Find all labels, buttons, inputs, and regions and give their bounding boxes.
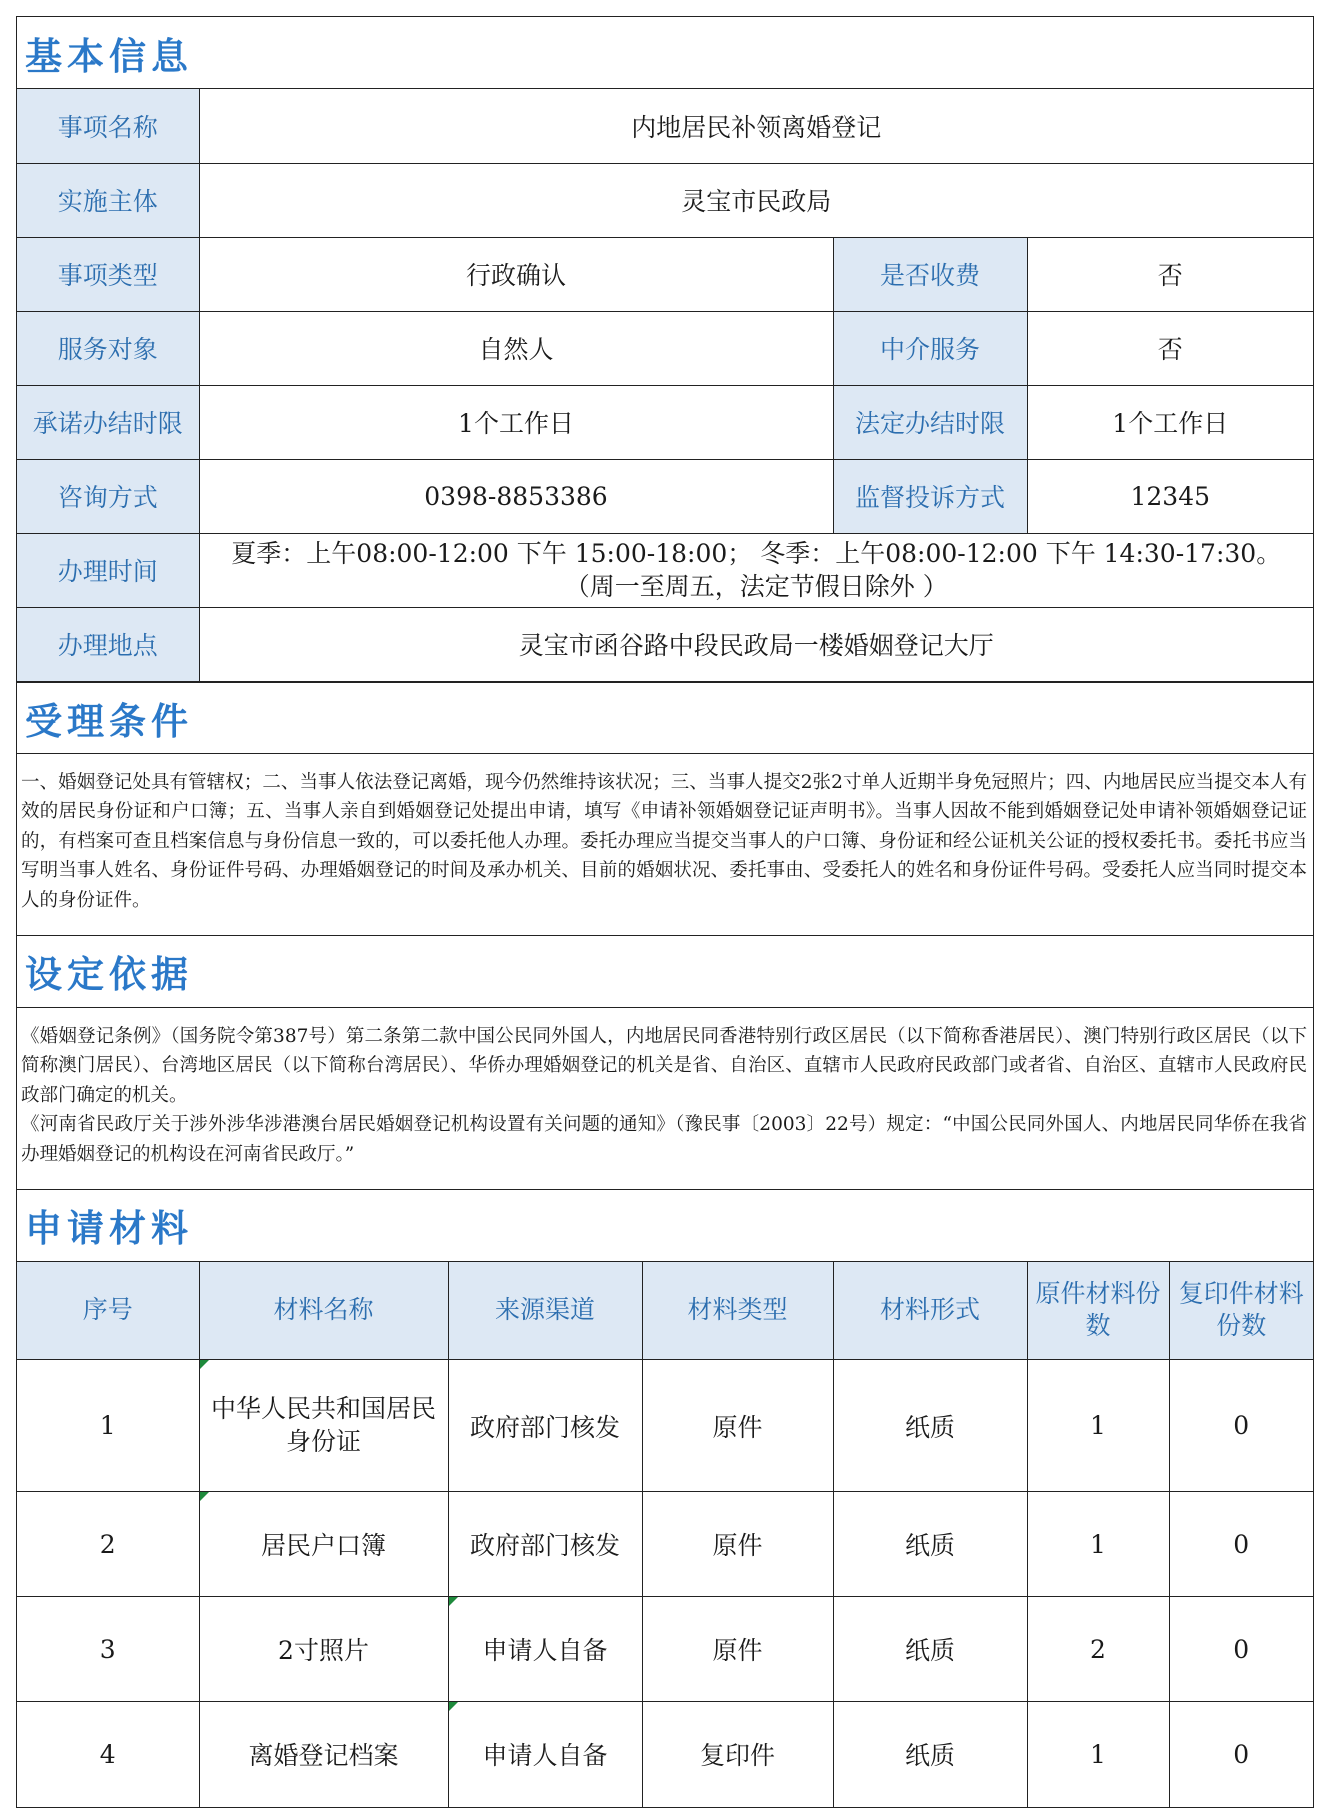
row-form: 纸质 <box>833 1360 1027 1492</box>
basis-paragraph-1: 《婚姻登记条例》（国务院令第387号）第二条第二款中国公民同外国人，内地居民同香港特别行政区居民（以下简称香港居民）、澳门特别行政区居民（以下简称澳门居民）、台湾地区居民（以下简称台湾居民）、华侨办理婚姻登记的机关是省、自治区、直辖市人民政府民政部门或者省、自治区、直辖市人民政府民政部门确定的机关。 <box>21 1025 1307 1106</box>
row-copy-count: 0 <box>1169 1702 1313 1807</box>
row-original-count: 1 <box>1027 1492 1169 1597</box>
row-source: 申请人自备 <box>448 1702 642 1807</box>
basic-info-table <box>17 89 1313 682</box>
row-original-count: 1 <box>1027 1702 1169 1807</box>
row-copy-count: 0 <box>1169 1360 1313 1492</box>
row-kind: 原件 <box>642 1492 833 1597</box>
row-type-fee <box>17 237 1313 311</box>
row-kind: 复印件 <box>642 1702 833 1807</box>
row-source: 政府部门核发 <box>448 1360 642 1492</box>
conditions-heading: 受理条件 <box>17 682 1313 754</box>
row-name: 离婚登记档案 <box>199 1702 448 1807</box>
row-no: 4 <box>17 1702 199 1807</box>
agent-value: 否 <box>1027 311 1313 385</box>
agency-value: 灵宝市民政局 <box>199 163 1313 237</box>
row-target-agent <box>17 311 1313 385</box>
hours-value <box>199 533 1313 607</box>
table-row <box>17 1702 1313 1807</box>
row-kind: 原件 <box>642 1597 833 1702</box>
header-kind: 材料类型 <box>642 1262 833 1360</box>
row-place <box>17 607 1313 681</box>
row-original-count: 1 <box>1027 1360 1169 1492</box>
header-no: 序号 <box>17 1262 199 1360</box>
header-source: 来源渠道 <box>448 1262 642 1360</box>
row-copy-count: 0 <box>1169 1492 1313 1597</box>
row-time-limits <box>17 385 1313 459</box>
complaint-label: 监督投诉方式 <box>833 459 1027 533</box>
target-value: 自然人 <box>199 311 833 385</box>
promise-value: 1个工作日 <box>199 385 833 459</box>
row-no: 3 <box>17 1597 199 1702</box>
row-name: 居民户口簿 <box>199 1492 448 1597</box>
consult-value: 0398-8853386 <box>199 459 833 533</box>
agency-label: 实施主体 <box>17 163 199 237</box>
table-row <box>17 1597 1313 1702</box>
materials-heading: 申请材料 <box>17 1190 1313 1262</box>
row-source: 政府部门核发 <box>448 1492 642 1597</box>
item-name-label: 事项名称 <box>17 89 199 163</box>
consult-label: 咨询方式 <box>17 459 199 533</box>
row-kind: 原件 <box>642 1360 833 1492</box>
hours-label: 办理时间 <box>17 533 199 607</box>
basis-paragraph-2: 《河南省民政厅关于涉外涉华涉港澳台居民婚姻登记机构设置有关问题的通知》（豫民事〔2003〕22号）规定：“中国公民同外国人、内地居民同华侨在我省办理婚姻登记的机构设在河南省民政厅。” <box>21 1114 1307 1165</box>
row-form: 纸质 <box>833 1702 1027 1807</box>
header-copy-count: 复印件材料份数 <box>1169 1262 1313 1360</box>
row-no: 1 <box>17 1360 199 1492</box>
header-form: 材料形式 <box>833 1262 1027 1360</box>
table-row <box>17 1360 1313 1492</box>
row-contact <box>17 459 1313 533</box>
row-form: 纸质 <box>833 1492 1027 1597</box>
basis-text <box>17 1008 1313 1190</box>
promise-label: 承诺办结时限 <box>17 385 199 459</box>
header-original-count: 原件材料份数 <box>1027 1262 1169 1360</box>
basic-info-heading: 基本信息 <box>17 17 1313 89</box>
table-row <box>17 1492 1313 1597</box>
basis-heading: 设定依据 <box>17 936 1313 1008</box>
header-name: 材料名称 <box>199 1262 448 1360</box>
row-hours <box>17 533 1313 607</box>
legal-label: 法定办结时限 <box>833 385 1027 459</box>
agent-label: 中介服务 <box>833 311 1027 385</box>
row-name: 中华人民共和国居民身份证 <box>199 1360 448 1492</box>
type-label: 事项类型 <box>17 237 199 311</box>
place-value: 灵宝市函谷路中段民政局一楼婚姻登记大厅 <box>199 607 1313 681</box>
fee-label: 是否收费 <box>833 237 1027 311</box>
row-copy-count: 0 <box>1169 1597 1313 1702</box>
hours-line-2: （周一至周五，法定节假日除外 ） <box>564 572 948 601</box>
item-name-value: 内地居民补领离婚登记 <box>199 89 1313 163</box>
row-name: 2寸照片 <box>199 1597 448 1702</box>
row-no: 2 <box>17 1492 199 1597</box>
fee-value: 否 <box>1027 237 1313 311</box>
materials-header-row <box>17 1262 1313 1360</box>
service-guide-sheet <box>16 16 1314 1808</box>
row-agency <box>17 163 1313 237</box>
row-item-name <box>17 89 1313 163</box>
row-source: 申请人自备 <box>448 1597 642 1702</box>
place-label: 办理地点 <box>17 607 199 681</box>
type-value: 行政确认 <box>199 237 833 311</box>
complaint-value: 12345 <box>1027 459 1313 533</box>
legal-value: 1个工作日 <box>1027 385 1313 459</box>
materials-table <box>17 1262 1313 1807</box>
target-label: 服务对象 <box>17 311 199 385</box>
row-form: 纸质 <box>833 1597 1027 1702</box>
row-original-count: 2 <box>1027 1597 1169 1702</box>
hours-line-1: 夏季：上午08:00-12:00 下午 15:00-18:00； 冬季：上午08:00-12:00 下午 14:30-17:30。 <box>231 539 1282 568</box>
conditions-text: 一、婚姻登记处具有管辖权；二、当事人依法登记离婚，现今仍然维持该状况；三、当事人提交2张2寸单人近期半身免冠照片；四、内地居民应当提交本人有效的居民身份证和户口簿；五、当事人亲自到婚姻登记处提出申请，填写《申请补领婚姻登记证声明书》。当事人因故不能到婚姻登记处申请补领婚姻登记证的，有档案可查且档案信息与身份信息一致的，可以委托他人办理。委托办理应当提交当事人的户口簿、身份证和经公证机关公证的授权委托书。委托书应当写明当事人姓名、身份证件号码、办理婚姻登记的时间及承办机关、目前的婚姻状况、委托事由、受委托人的姓名和身份证件号码。受委托人应当同时提交本人的身份证件。 <box>17 754 1313 936</box>
